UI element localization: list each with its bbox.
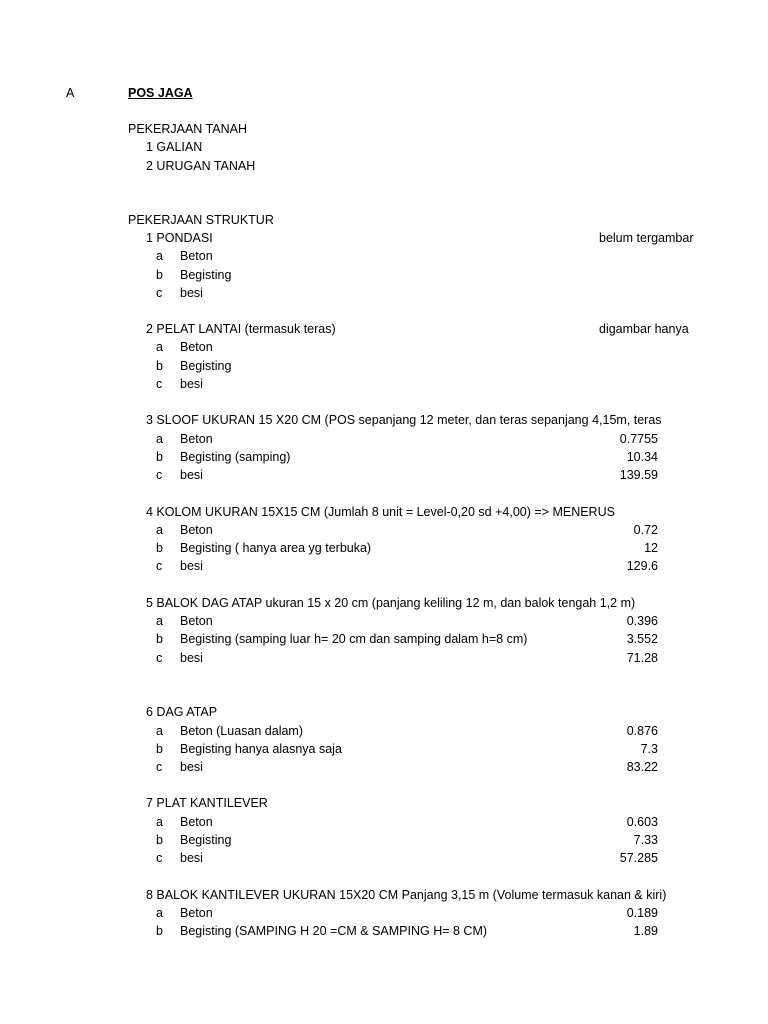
group-title: 3 SLOOF UKURAN 15 X20 CM (POS sepanjang 12 meter, dan teras sepanjang 4,15m, teras xyxy=(146,413,662,427)
row-value: 0.603 xyxy=(626,815,658,829)
section-title: POS JAGA xyxy=(128,86,193,100)
row-value: 0.396 xyxy=(626,614,658,628)
row-letter: b xyxy=(156,924,163,938)
group-title: 8 BALOK KANTILEVER UKURAN 15X20 CM Panjang 3,15 m (Volume termasuk kanan & kiri) xyxy=(146,888,667,902)
row-desc: Begisting (SAMPING H 20 =CM & SAMPING H= 8 CM) xyxy=(180,924,488,938)
row-desc: Beton xyxy=(180,523,213,537)
row-desc: besi xyxy=(180,559,203,573)
row-desc: Begisting xyxy=(180,359,232,373)
row-letter: c xyxy=(156,286,163,300)
row-letter: a xyxy=(156,249,163,263)
tanah-item: 2 URUGAN TANAH xyxy=(146,159,256,173)
row-letter: a xyxy=(156,815,163,829)
row-letter: c xyxy=(156,851,163,865)
row-letter: a xyxy=(156,724,163,738)
row-value: 129.6 xyxy=(626,559,658,573)
row-value: 0.189 xyxy=(626,906,658,920)
row-desc: besi xyxy=(180,851,203,865)
group-title: 4 KOLOM UKURAN 15X15 CM (Jumlah 8 unit = Level-0,20 sd +4,00) => MENERUS xyxy=(146,505,615,519)
row-desc: Begisting (samping luar h= 20 cm dan samping dalam h=8 cm) xyxy=(180,632,528,646)
row-letter: a xyxy=(156,906,163,920)
row-letter: c xyxy=(156,468,163,482)
group-title: 1 PONDASI xyxy=(146,231,213,245)
row-desc: Begisting xyxy=(180,268,232,282)
group-title: 5 BALOK DAG ATAP ukuran 15 x 20 cm (panjang keliling 12 m, dan balok tengah 1,2 m) xyxy=(146,596,636,610)
struktur-title: PEKERJAAN STRUKTUR xyxy=(128,213,274,227)
row-letter: c xyxy=(156,559,163,573)
row-letter: b xyxy=(156,450,163,464)
row-letter: c xyxy=(156,377,163,391)
group-note: belum tergambar xyxy=(599,231,694,245)
row-letter: b xyxy=(156,833,163,847)
row-letter: a xyxy=(156,340,163,354)
row-letter: b xyxy=(156,632,163,646)
row-letter: b xyxy=(156,541,163,555)
row-desc: Begisting xyxy=(180,833,232,847)
section-letter: A xyxy=(66,86,75,100)
row-value: 83.22 xyxy=(626,760,658,774)
row-desc: Begisting ( hanya area yg terbuka) xyxy=(180,541,372,555)
row-value: 7.3 xyxy=(640,742,658,756)
row-desc: Beton xyxy=(180,249,213,263)
row-value: 0.876 xyxy=(626,724,658,738)
row-value: 139.59 xyxy=(619,468,658,482)
row-letter: a xyxy=(156,523,163,537)
tanah-title: PEKERJAAN TANAH xyxy=(128,122,248,136)
row-letter: a xyxy=(156,432,163,446)
row-desc: besi xyxy=(180,286,203,300)
row-desc: Beton xyxy=(180,432,213,446)
row-value: 57.285 xyxy=(619,851,658,865)
row-value: 7.33 xyxy=(633,833,658,847)
row-letter: c xyxy=(156,651,163,665)
row-desc: besi xyxy=(180,651,203,665)
group-title: 7 PLAT KANTILEVER xyxy=(146,796,268,810)
group-note: digambar hanya xyxy=(599,322,689,336)
row-desc: Beton xyxy=(180,340,213,354)
row-desc: besi xyxy=(180,760,203,774)
row-value: 10.34 xyxy=(626,450,658,464)
row-value: 12 xyxy=(644,541,658,555)
group-title: 2 PELAT LANTAI (termasuk teras) xyxy=(146,322,336,336)
tanah-item: 1 GALIAN xyxy=(146,140,203,154)
row-value: 71.28 xyxy=(626,651,658,665)
row-desc: Beton xyxy=(180,906,213,920)
row-letter: b xyxy=(156,359,163,373)
row-desc: besi xyxy=(180,377,203,391)
row-desc: Begisting (samping) xyxy=(180,450,291,464)
row-desc: Beton xyxy=(180,815,213,829)
row-value: 3.552 xyxy=(626,632,658,646)
row-desc: besi xyxy=(180,468,203,482)
row-value: 1.89 xyxy=(633,924,658,938)
row-desc: Beton xyxy=(180,614,213,628)
row-letter: a xyxy=(156,614,163,628)
row-desc: Beton (Luasan dalam) xyxy=(180,724,303,738)
row-value: 0.72 xyxy=(633,523,658,537)
row-letter: b xyxy=(156,742,163,756)
row-desc: Begisting hanya alasnya saja xyxy=(180,742,342,756)
row-value: 0.7755 xyxy=(619,432,658,446)
group-title: 6 DAG ATAP xyxy=(146,705,218,719)
row-letter: c xyxy=(156,760,163,774)
row-letter: b xyxy=(156,268,163,282)
